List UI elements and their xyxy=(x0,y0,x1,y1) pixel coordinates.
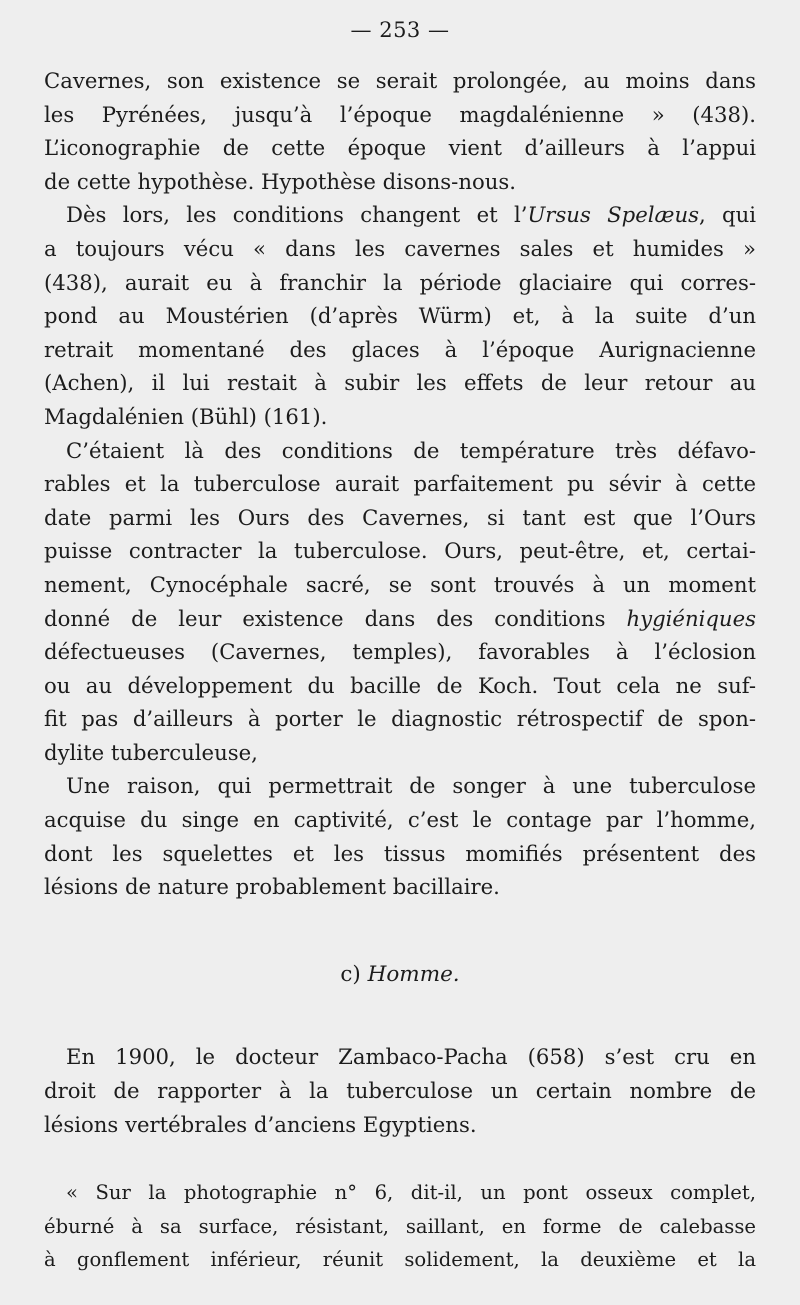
section-title: Homme. xyxy=(367,962,460,987)
page-number: — 253 — xyxy=(350,18,450,42)
text-line: lésions de nature probablement bacillaire. xyxy=(44,874,500,900)
text-line: L’iconographie de cette époque vient d’ailleurs à l’appui xyxy=(44,135,756,161)
text-segment: donné de leur existence dans des conditions xyxy=(44,605,627,631)
text-line xyxy=(44,198,756,232)
text-line: lésions vertébrales d’anciens Egyptiens. xyxy=(44,1112,477,1137)
text-line: fit pas d’ailleurs à porter le diagnostic rétrospectif de spon- xyxy=(44,706,756,732)
text-line xyxy=(44,602,756,636)
text-segment: Dès lors, les conditions changent et l’ xyxy=(66,202,528,228)
text-line: de cette hypothèse. Hypothèse disons-nous. xyxy=(44,168,516,194)
text-line: défectueuses (Cavernes, temples), favorables à l’éclosion xyxy=(44,639,756,665)
text-line: dylite tuberculeuse, xyxy=(44,739,258,765)
text-line: « Sur la photographie n° 6, dit-il, un pont osseux complet, xyxy=(66,1181,756,1204)
text-segment: , qui xyxy=(698,202,756,228)
text-line: dont les squelettes et les tissus momifiés présentent des xyxy=(44,840,756,866)
text-line: éburné à sa surface, résistant, saillant, en forme de calebasse xyxy=(44,1214,756,1238)
text-line: retrait momentané des glaces à l’époque Aurignacienne xyxy=(44,336,756,362)
text-line: puisse contracter la tuberculose. Ours, peut-être, et, certai- xyxy=(44,538,756,564)
text-line: droit de rapporter à la tuberculose un certain nombre de xyxy=(44,1078,756,1103)
text-line: Cavernes, son existence se serait prolongée, au moins dans xyxy=(44,68,756,93)
text-line: à gonflement inférieur, réunit solidement, la deuxième et la xyxy=(44,1248,756,1271)
text-line: (438), aurait eu à franchir la période glaciaire qui corres- xyxy=(44,269,756,295)
section-heading xyxy=(0,962,800,987)
text-line: C’étaient là des conditions de température très défavo- xyxy=(66,437,756,463)
text-line: a toujours vécu « dans les cavernes sales et humides » xyxy=(44,235,756,261)
italic-word: hygiéniques xyxy=(626,605,756,631)
text-line: pond au Moustérien (d’après Würm) et, à la suite d’un xyxy=(44,303,756,329)
text-line: date parmi les Ours des Cavernes, si tant est que l’Ours xyxy=(44,504,756,530)
section-label: c) xyxy=(340,962,368,987)
text-line: nement, Cynocéphale sacré, se sont trouvés à un moment xyxy=(44,571,756,597)
text-line: rables et la tuberculose aurait parfaitement pu sévir à cette xyxy=(44,471,756,497)
text-line: En 1900, le docteur Zambaco-Pacha (658) s’est cru en xyxy=(66,1044,756,1069)
text-line: (Achen), il lui restait à subir les effets de leur retour au xyxy=(44,370,756,396)
block-quote xyxy=(44,1176,756,1277)
text-line: acquise du singe en captivité, c’est le contage par l’homme, xyxy=(44,807,756,833)
italic-taxon: Ursus Spelæus xyxy=(527,202,699,228)
text-line: ou au développement du bacille de Koch. Tout cela ne suf- xyxy=(44,672,756,698)
text-line: Magdalénien (Bühl) (161). xyxy=(44,403,328,429)
text-line: les Pyrénées, jusqu’à l’époque magdalénienne » (438). xyxy=(44,101,756,127)
text-line: Une raison, qui permettrait de songer à une tuberculose xyxy=(66,773,756,799)
main-text-block xyxy=(44,64,756,904)
paragraph-zambaco xyxy=(44,1040,756,1142)
